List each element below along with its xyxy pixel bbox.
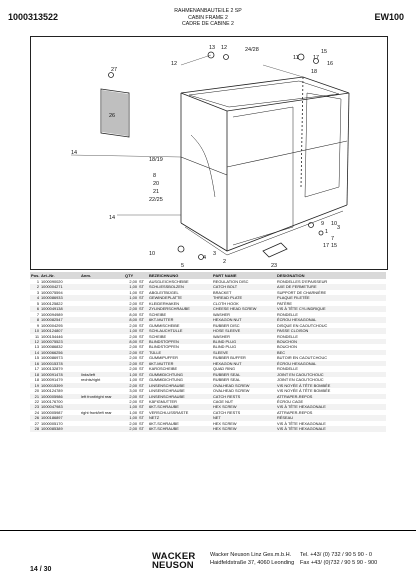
cell-designation: AXE DE FERMETURE [276,284,386,289]
cell-bezeichnung: 6KT-MUTTER [148,361,212,366]
cell-bezeichnung: BLINDSTOPFEN [149,344,179,350]
cell-unit: ST [138,306,148,311]
callout-label: 13 [209,45,216,51]
cell-unit: ST [138,317,148,322]
cell-part-name: WASHER [213,333,230,339]
cell-part-name: BLIND PLUG [213,344,237,350]
callout-label: 22/25 [149,197,163,203]
cell-article-number: 1000090020 [41,279,63,284]
cell-pos: 24 [34,409,39,415]
cell-part-name: RUBBER DISC [213,322,240,328]
cell-bezeichnung: SCHLAUCHTÜLLE [148,328,212,333]
callout-label: 15 [321,49,328,55]
callout-label: 7 [331,236,335,242]
cell-bezeichnung: ABGLEITBÜGEL [149,289,179,295]
page-number: 14 / 30 [30,566,52,573]
cell-designation: ÉCROU HEXAGONAL [276,361,386,366]
header-part-name: PART NAME [212,272,276,279]
cell-unit: ST [138,295,148,300]
callout-label: 17 [323,243,330,249]
cell-unit: ST [138,284,148,289]
cell-part-name: CHEESE HEAD SCREW [212,306,276,311]
cell-pos: 16 [30,361,40,366]
callout-label: 21 [153,189,160,195]
cell-part-name: THREAD PLATE [212,295,276,300]
cell-article-number: 1000005987 [41,409,63,415]
cell-bezeichnung: LINSENSCHRAUBE [148,383,212,388]
header-pos: Pos. [31,272,40,278]
parts-list-table [30,272,386,432]
cell-pos: 21 [30,394,40,399]
cell-quantity: 2,00 [129,366,137,372]
cell-part-name: REGULATION DISC [213,279,249,284]
callout-label: 14 [109,215,116,221]
cell-part-name: CAGE NUT [213,398,234,404]
cell-part-name: HEX SCREW [212,404,276,409]
cell-pos: 14 [30,350,40,355]
wacker-neuson-logo [152,552,195,570]
cell-pos: 4 [30,295,40,300]
cell-pos: 27 [34,420,39,426]
cell-unit: ST [139,355,144,361]
callout-label: 12 [221,45,228,51]
cell-article-number: 1000186897 [40,415,80,420]
cabin-frame-illustration [31,37,387,269]
callout-label: 10 [149,251,156,257]
title-english: CABIN FRAME 2 [188,14,228,21]
cell-quantity: 2,00 [129,344,137,350]
cell-unit: ST [138,339,148,344]
footer-divider [0,530,416,531]
cell-quantity: 2,00 [129,322,137,328]
cell-unit: ST [139,388,144,394]
cell-quantity: 3,00 [129,388,137,394]
cell-article-number: 1000124789 [41,388,63,394]
cell-pos: 18 [34,377,39,383]
cell-bezeichnung: GEWINDEPLATTE [148,295,212,300]
cell-part-name: HEX SCREW [213,420,237,426]
cell-quantity: 2,00 [129,420,137,426]
cell-bezeichnung: GUMMIPUFFER [149,355,178,361]
cell-designation: RONDELLES D'EPAISSEUR [277,279,328,284]
cell-designation: VIS À TÊTE HEXAGONALE [277,420,326,426]
cell-article-number: 1000091478 [40,372,80,377]
cell-designation: BOUCHON [276,339,386,344]
cell-pos: 28 [30,426,40,431]
cell-unit: ST [139,366,144,372]
cell-bezeichnung: 6KT-MUTTER [148,317,212,322]
callout-label: 1 [325,229,329,235]
cell-quantity: 2,00 [124,350,138,355]
cell-unit: ST [138,415,148,420]
cell-part-name: BRACKET [213,289,232,295]
cell-article-number: 1000125822 [41,300,63,306]
cell-bezeichnung: VERSCHLUSSRASTE [149,409,189,415]
cell-designation: VIS À TÊTE HEXAGONALE [276,404,386,409]
cell-unit: ST [138,372,148,377]
callout-label: 24/28 [245,47,259,53]
cell-unit: ST [139,279,144,284]
cell-designation: JOINT EN CAOUTCHOUC [277,377,324,383]
cell-part-name: RUBBER BUFFER [213,355,246,361]
cell-remark: links/left [80,372,124,377]
cell-unit: ST [139,420,144,426]
company-address [210,551,294,567]
logo-text-top: WACKER [152,551,196,562]
callout-label: 20 [153,181,160,187]
header-unit [138,272,148,279]
cell-designation: RONDELLE [277,311,298,317]
cell-pos: 7 [36,311,39,317]
cell-article-number: 1000004295 [41,322,63,328]
cell-quantity: 1,00 [124,284,138,289]
cell-quantity: 2,00 [129,279,137,284]
callout-label: 4 [203,255,207,261]
machine-model: EW100 [374,12,404,22]
callout-label: 9 [321,221,325,227]
cell-quantity: 2,00 [129,333,137,339]
cell-pos: 15 [34,355,39,361]
cell-part-name: RUBBER SEAL [212,372,276,377]
cell-designation: PATÈRE [277,300,292,306]
cell-unit: ST [138,350,148,355]
cell-part-name: WASHER [213,311,230,317]
cell-bezeichnung: 6KT-SCHRAUBE [148,426,212,431]
cell-pos: 5 [36,300,39,306]
cell-bezeichnung: 6KT-SCHRAUBE [149,420,179,426]
cell-bezeichnung: SCHLIESSBOLZEN [148,284,212,289]
cell-unit: ST [138,404,148,409]
cell-bezeichnung: KÄFIGMUTTER [149,398,177,404]
cell-article-number: 1000066256 [40,350,80,355]
cell-unit: ST [138,426,148,431]
cell-quantity: 1,00 [129,377,137,383]
cell-quantity: 2,00 [124,394,138,399]
cell-quantity: 1,00 [124,404,138,409]
cell-designation: RONDELLE [277,366,298,372]
callout-label: 11 [293,55,299,61]
cell-bezeichnung: BLINDSTOPFEN [148,339,212,344]
cell-article-number: 1000047983 [40,404,80,409]
logo-text-bottom: NEUSON [152,560,194,571]
cell-unit: ST [139,344,144,350]
cell-part-name: CATCH RESTS [213,409,241,415]
cell-article-number: 1000075523 [40,339,80,344]
phone-number: Tel. +43/ (0) 732 / 90 5 90 - 0 [300,552,372,558]
assembly-title-block [0,8,416,28]
cell-part-name: OVALHEAD SCREW [212,383,276,388]
cell-designation: ATTRAPER-REPOS [276,394,386,399]
cell-designation: BEC [276,350,386,355]
cell-unit: ST [139,289,144,295]
cell-designation: BUTOIR EN CAOUTCHOUC [277,355,328,361]
cell-pos: 12 [30,339,40,344]
cell-quantity: 1,00 [129,409,137,415]
cell-bezeichnung: 6KT-SCHRAUBE [148,404,212,409]
cell-pos: 9 [36,322,39,328]
cell-part-name: HEX SCREW [212,426,276,431]
cell-pos: 13 [34,344,39,350]
cell-designation: PLAQUE FILETÉE [276,295,386,300]
callout-label: 5 [181,263,185,269]
callout-label: 8 [153,173,157,179]
cell-designation: DISQUE EN CAOUTCHOUC [277,322,328,328]
cell-quantity: 1,00 [124,328,138,333]
cell-designation: ATTRAPER-REPOS [277,409,313,415]
cell-article-number: 1000176700 [41,398,63,404]
cell-bezeichnung: AUSGLEICHSCHEIBE [149,279,189,284]
callout-label: 2 [223,259,227,265]
cell-designation: ÉCROU HEXAGONAL [276,317,386,322]
cell-unit: ST [139,409,144,415]
cell-article-number: 1000005170 [41,420,63,426]
exploded-view-drawing [30,36,388,270]
cell-part-name: CLOTH HOOK [213,300,239,306]
header-remark: Anm. [80,272,124,279]
cell-remark: right front/left rear [81,409,112,415]
header-article-number: Art.-Nr. [40,272,80,279]
cell-quantity: 2,00 [124,306,138,311]
callout-label: 18 [311,69,318,75]
cell-unit: ST [138,328,148,333]
callout-label: 12 [171,61,178,67]
cell-pos: 8 [30,317,40,322]
address-line-1: Wacker Neuson Linz Ges.m.b.H. [210,552,292,558]
title-german: RAHMENANBAUTEILE 2 SP [174,8,242,14]
cell-pos: 2 [30,284,40,289]
cell-remark [80,426,124,431]
cell-quantity: 2,00 [124,383,138,388]
header-bezeichnung: BEZEICHNUNG [148,272,212,279]
cell-bezeichnung: LINSENSCHRAUBE [149,388,185,394]
table-header-row [30,272,386,279]
cell-unit: ST [138,383,148,388]
cell-designation: VIS NOYÉE À TÊTE BOMBÉE [277,388,331,394]
cell-designation: SUPPORT DE CHARNIÈRE [277,289,327,295]
cell-designation: VIS À TÊTE HEXAGONALE [276,426,386,431]
cell-pos: 11 [34,333,39,339]
cell-article-number: 1000015378 [40,361,80,366]
cell-part-name: CATCH RESTS [212,394,276,399]
cell-designation: JOINT EN CAOUTCHOUC [276,372,386,377]
cell-designation: ÉCROU CAGE [277,398,304,404]
cell-quantity: 1,00 [124,372,138,377]
cell-part-name: QUAD RING [213,366,236,372]
callout-label: 26 [109,113,116,119]
cell-article-number: 1000082547 [40,317,80,322]
cell-bezeichnung: KLEIDERHAKEN [149,300,180,306]
cell-pos: 22 [34,398,39,404]
cell-article-number: 1000086832 [41,344,63,350]
cell-remark: rechts/right [81,377,101,383]
callout-label: 16 [327,61,334,67]
cell-pos: 3 [36,289,39,295]
cell-unit: ST [139,377,144,383]
callout-label: 3 [213,251,217,257]
title-french: CADRE DE CABINE 2 [182,21,234,28]
cell-pos: 10 [30,328,40,333]
cell-quantity: 2,00 [129,398,137,404]
cell-unit: ST [139,398,144,404]
cell-article-number: 1000049138 [40,306,80,311]
cell-designation: RONDELLE [277,333,298,339]
cell-remark: left front/right rear [80,394,124,399]
cell-bezeichnung: SCHEIBE [149,311,167,317]
table-row [30,426,386,431]
cell-designation: PASSE CLOISON [276,328,386,333]
callout-label: 27 [111,67,118,73]
cell-article-number: 1000094989 [41,311,63,317]
callout-label: 10 [331,221,338,227]
cell-bezeichnung: TÜLLE [148,350,212,355]
cell-part-name: HEXAGON NUT [212,361,276,366]
cell-bezeichnung: ZYLINDERSCHRAUBE [148,306,212,311]
callout-label: 17 [313,55,320,61]
cell-pos: 18 [30,372,40,377]
cell-article-number: 1000132879 [41,366,63,372]
cell-part-name: BLIND PLUG [212,339,276,344]
callout-label: 14 [71,150,78,156]
cell-article-number: 1000086973 [41,355,63,361]
cell-bezeichnung: GUMMISCHEIBE [149,322,180,328]
cell-part-name: NET [212,415,276,420]
header-designation: DESIGNATION [276,272,386,279]
cell-part-name: HOSE SLEEVE [212,328,276,333]
callout-label: 3 [337,225,341,231]
document-number: 1000313522 [8,12,59,22]
cell-article-number: 1000154446 [41,333,63,339]
cell-article-number: 1000004271 [40,284,80,289]
cell-article-number: 1000005986 [40,394,80,399]
cell-part-name: SLEEVE [212,350,276,355]
cell-pos: 6 [30,306,40,311]
cell-part-name: HEXAGON NUT [212,317,276,322]
cell-quantity: 8,00 [129,311,137,317]
cell-designation: VIS NOYÉE À TÊTE BOMBÉE [276,383,386,388]
cell-unit: ST [138,394,148,399]
cell-article-number: 1000086933 [40,295,80,300]
cell-bezeichnung: NETZ [148,415,212,420]
cell-bezeichnung: KAROSCHEIBE [149,366,178,372]
cell-bezeichnung: LINSENSCHRAUBE [148,394,212,399]
cell-quantity: 8,00 [124,339,138,344]
cell-designation: RÉSEAU [276,415,386,420]
cell-part-name: RUBBER SEAL [213,377,241,383]
cell-article-number: 1000015399 [40,383,80,388]
cell-pos: 20 [34,388,39,394]
cell-pos: 19 [30,383,40,388]
address-line-2: Haidfeldstraße 37, 4060 Leonding [210,560,295,567]
cell-quantity: 2,00 [124,426,138,431]
cell-article-number: 1000075594 [41,289,63,295]
cell-quantity: 8,00 [124,317,138,322]
cell-quantity: 1,00 [124,295,138,300]
cell-quantity: 1,00 [124,415,138,420]
cell-designation: BOUCHON [277,344,297,350]
cell-pos: 26 [30,415,40,420]
cell-article-number: 1000091479 [41,377,63,383]
cell-quantity: 2,00 [124,361,138,366]
callout-label: 18/19 [149,157,163,163]
cell-unit: ST [139,300,144,306]
cell-unit: ST [139,333,144,339]
cell-bezeichnung: GUMMIDICHTUNG [148,372,212,377]
cell-bezeichnung: SCHEIBE [149,333,167,339]
cell-pos: 23 [30,404,40,409]
cell-unit: ST [139,311,144,317]
cell-pos: 17 [34,366,39,372]
cell-part-name: OVALHEAD SCREW [213,388,250,394]
header-quantity: QTY [124,272,138,279]
fax-number: Fax +43/ (0)732 / 90 5 90 - 900 [300,560,378,567]
cell-pos: 1 [36,279,39,284]
cell-bezeichnung: GUMMIDICHTUNG [149,377,183,383]
cell-quantity: 1,00 [129,289,137,295]
callout-label: 15 [331,243,338,249]
company-contact [300,551,377,567]
cell-article-number: 1000124807 [40,328,80,333]
cell-quantity: 2,00 [129,355,137,361]
cell-designation: VIS À TÊTE CYLINDRIQUE [276,306,386,311]
callout-label: 23 [271,263,278,269]
cell-unit: ST [138,361,148,366]
cell-quantity: 2,00 [129,300,137,306]
cell-unit: ST [139,322,144,328]
cell-part-name: CATCH BOLT [212,284,276,289]
cell-article-number: 1000085389 [40,426,80,431]
